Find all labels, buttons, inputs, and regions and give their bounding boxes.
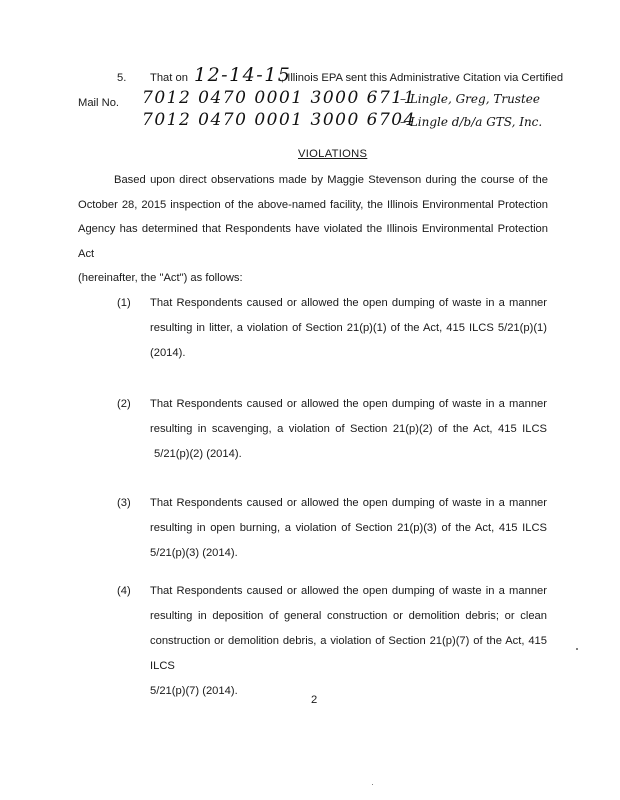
intro-line: Based upon direct observations made by Maggie Stevenson during the course of the xyxy=(114,174,548,186)
violation-number: (2) xyxy=(117,398,131,410)
intro-line: October 28, 2015 inspection of the above-named facility, the Illinois Environmental Protection xyxy=(78,198,548,211)
violation-line: 5/21(p)(2) (2014). xyxy=(154,448,242,460)
violation-item xyxy=(150,392,547,467)
intro-line: (hereinafter, the "Act") as follows: xyxy=(78,272,243,284)
violation-item xyxy=(150,291,547,366)
violation-line: That Respondents caused or allowed the open dumping of waste in a manner xyxy=(150,297,547,309)
violation-item xyxy=(150,491,547,566)
scan-speck xyxy=(576,648,578,650)
violation-item xyxy=(150,579,547,704)
violation-line: That Respondents caused or allowed the open dumping of waste in a manner xyxy=(150,497,547,509)
paragraph-number: 5. xyxy=(117,72,127,84)
handwritten-mail-number-1: 7012 0470 0001 3000 6711 xyxy=(142,88,416,108)
intro-paragraph xyxy=(78,168,548,291)
violation-number: (1) xyxy=(117,297,131,309)
paragraph-text-lead: That on xyxy=(150,72,188,84)
mail-label: Mail No. xyxy=(78,97,120,109)
violation-number: (4) xyxy=(117,585,131,597)
violation-line: resulting in open burning, a violation of Section 21(p)(3) of the Act, 415 ILCS xyxy=(150,522,547,534)
violation-line: resulting in litter, a violation of Section 21(p)(1) of the Act, 415 ILCS 5/21(p)(1) xyxy=(150,322,547,334)
handwritten-mail-number-2: 7012 0470 0001 3000 6704 xyxy=(142,110,416,130)
handwritten-recipient-2: – Lingle d/b/a GTS, Inc. xyxy=(400,115,543,129)
violation-line: 5/21(p)(3) (2014). xyxy=(150,547,238,559)
paragraph-text-trail: , Illinois EPA sent this Administrative Citation via Certified xyxy=(281,72,564,84)
violation-line: construction or demolition debris, a violation of Section 21(p)(7) of the Act, 415 ILCS xyxy=(150,635,547,672)
handwritten-recipient-1: – Lingle, Greg, Trustee xyxy=(400,92,540,106)
handwritten-date: 12-14-15 xyxy=(194,64,292,86)
page-number: 2 xyxy=(311,694,318,706)
violation-line: resulting in scavenging, a violation of Section 21(p)(2) of the Act, 415 ILCS xyxy=(150,423,547,435)
violation-line: resulting in deposition of general construction or demolition debris; or clean xyxy=(150,610,547,622)
violation-line: 5/21(p)(7) (2014). xyxy=(150,685,238,697)
violation-line: That Respondents caused or allowed the open dumping of waste in a manner xyxy=(150,585,547,597)
violation-line: That Respondents caused or allowed the open dumping of waste in a manner xyxy=(150,398,547,410)
violation-number: (3) xyxy=(117,497,131,509)
intro-line: Agency has determined that Respondents have violated the Illinois Environmental Protection Act xyxy=(78,223,548,260)
section-heading: VIOLATIONS xyxy=(298,148,368,160)
scan-speck xyxy=(372,784,373,785)
violation-line: (2014). xyxy=(150,347,186,359)
